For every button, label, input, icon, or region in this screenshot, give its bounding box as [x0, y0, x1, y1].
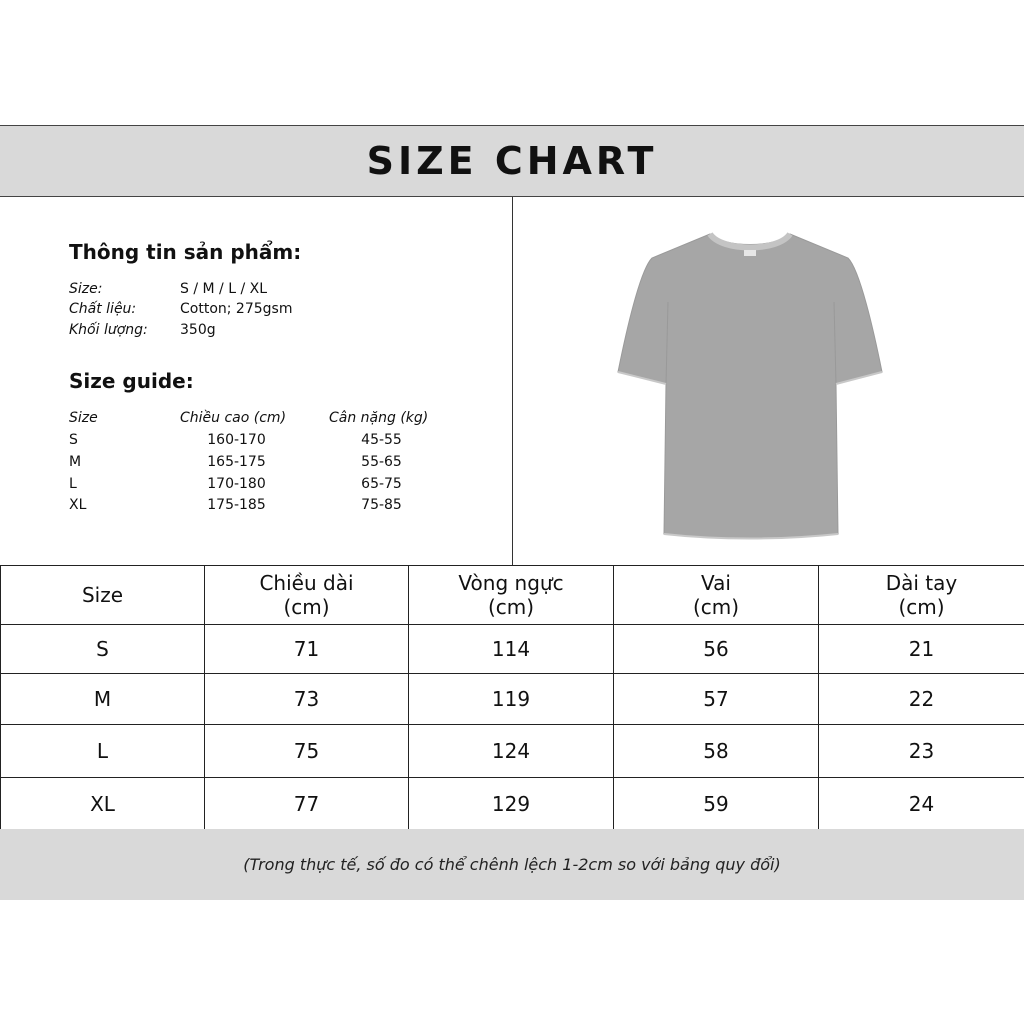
cell-size: S — [1, 625, 205, 674]
size-guide-weight: 45-55 — [361, 432, 402, 448]
header-sleeve: Dài tay (cm) — [819, 566, 1024, 625]
cell-chest: 119 — [409, 674, 614, 725]
product-info-label: Khối lượng: — [69, 322, 148, 338]
cell-sleeve: 21 — [819, 625, 1024, 674]
header-chest: Vòng ngực (cm) — [409, 566, 614, 625]
header-shoulder: Vai (cm) — [614, 566, 819, 625]
measurement-header-row — [1, 566, 1024, 625]
page-title: SIZE CHART — [366, 139, 658, 183]
cell-shoulder: 56 — [614, 625, 819, 674]
size-guide-weight: 75-85 — [361, 497, 402, 513]
cell-size: XL — [1, 778, 205, 830]
cell-length: 77 — [205, 778, 409, 830]
product-info-value: 350g — [180, 322, 216, 338]
product-info-heading: Thông tin sản phẩm: — [69, 240, 302, 264]
product-info-section — [69, 240, 499, 264]
cell-shoulder: 57 — [614, 674, 819, 725]
size-guide-size: S — [69, 432, 78, 448]
product-info-label: Size: — [69, 281, 103, 297]
size-guide-col-height: Chiều cao (cm) — [180, 410, 287, 426]
size-guide-row — [69, 497, 489, 519]
cell-size: M — [1, 674, 205, 725]
table-row — [1, 674, 1024, 725]
table-row — [1, 725, 1024, 778]
size-guide-height: 170-180 — [207, 476, 266, 492]
header-size: Size — [1, 566, 205, 625]
size-guide-weight: 55-65 — [361, 454, 402, 470]
cell-sleeve: 22 — [819, 674, 1024, 725]
size-guide-col-weight: Cân nặng (kg) — [329, 410, 429, 426]
title-banner — [0, 125, 1024, 197]
table-row — [1, 625, 1024, 674]
size-guide-height: 175-185 — [207, 497, 266, 513]
cell-shoulder: 58 — [614, 725, 819, 778]
size-guide-col-size: Size — [69, 410, 98, 426]
size-guide-size: M — [69, 454, 82, 470]
size-guide-size: L — [69, 476, 77, 492]
cell-shoulder: 59 — [614, 778, 819, 830]
size-guide-height: 165-175 — [207, 454, 266, 470]
size-guide-weight: 65-75 — [361, 476, 402, 492]
product-info-label: Chất liệu: — [69, 301, 137, 317]
measurement-table — [0, 565, 1024, 830]
size-guide-size: XL — [69, 497, 87, 513]
product-info-value: S / M / L / XL — [180, 281, 268, 297]
cell-sleeve: 24 — [819, 778, 1024, 830]
cell-size: L — [1, 725, 205, 778]
cell-sleeve: 23 — [819, 725, 1024, 778]
product-info-value: Cotton; 275gsm — [180, 301, 293, 317]
size-guide-height: 160-170 — [207, 432, 266, 448]
tshirt-image — [612, 222, 888, 540]
tag-icon — [744, 250, 756, 256]
cell-chest: 124 — [409, 725, 614, 778]
table-row — [1, 778, 1024, 830]
cell-length: 73 — [205, 674, 409, 725]
size-guide-header — [69, 410, 489, 432]
cell-chest: 129 — [409, 778, 614, 830]
footnote-text: (Trong thực tế, số đo có thể chênh lệch 1-2cm so với bảng quy đổi) — [243, 855, 781, 874]
vertical-divider — [512, 197, 513, 565]
cell-length: 75 — [205, 725, 409, 778]
footnote — [0, 829, 1024, 900]
size-guide-row — [69, 454, 489, 476]
header-length: Chiều dài (cm) — [205, 566, 409, 625]
size-guide-row — [69, 476, 489, 498]
cell-chest: 114 — [409, 625, 614, 674]
size-guide-row — [69, 432, 489, 454]
cell-length: 71 — [205, 625, 409, 674]
size-guide-heading: Size guide: — [69, 369, 194, 393]
